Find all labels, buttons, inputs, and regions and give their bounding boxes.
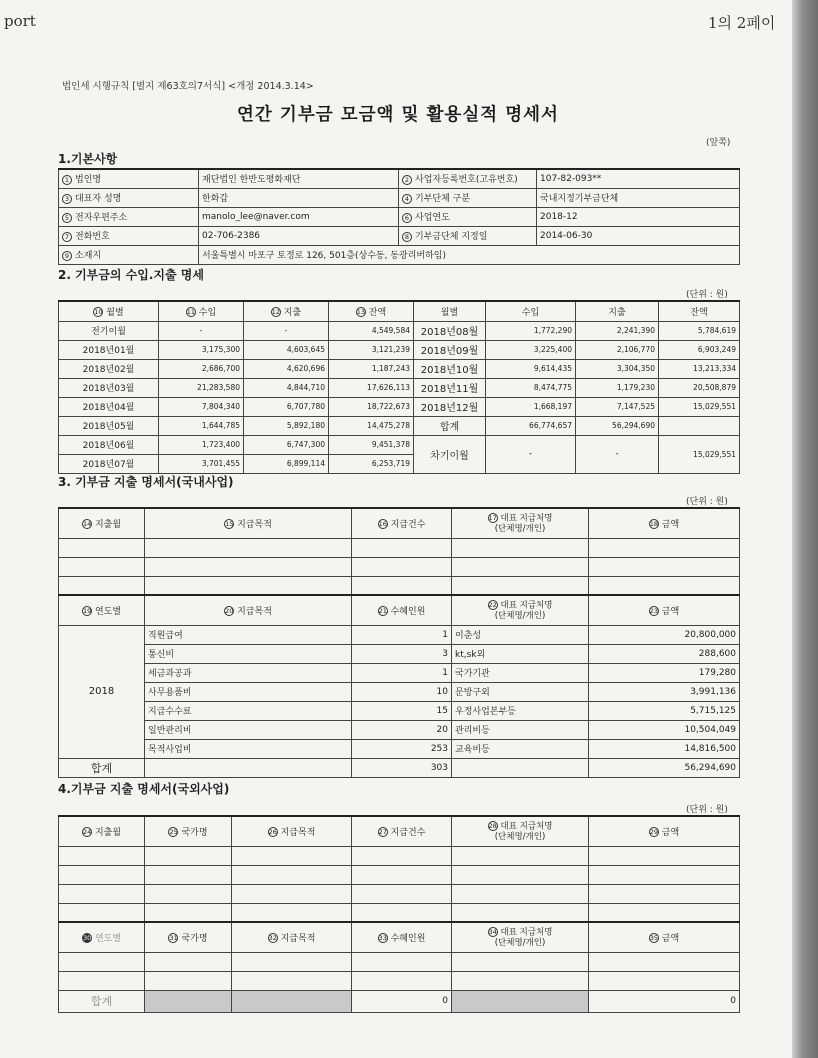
basic-info-table xyxy=(58,168,740,265)
table-row: 지급수수료 15 우정사업본부등 5,715,125 xyxy=(59,701,740,720)
label-corp-name: 1 법인명 xyxy=(59,169,199,188)
carry-forward-label: 차기이월 xyxy=(414,435,486,473)
table-row xyxy=(59,903,740,922)
value-corp-name: 재단법인 한반도평화재단 xyxy=(199,169,399,188)
label-email: 5 전자우편주소 xyxy=(59,207,199,226)
label-address: 9 소재지 xyxy=(59,245,199,264)
value-donor-type: 국내지정기부금단체 xyxy=(537,188,740,207)
table-row: 2018년02월 2,686,700 4,620,696 1,187,243 2018년10월 9,614,435 3,304,350 13,213,334 xyxy=(59,359,740,378)
table-row xyxy=(59,576,740,595)
label-designation-date: 8 기부금단체 지정일 xyxy=(399,226,537,245)
table-row: 사무용품비 10 문방구외 3,991,136 xyxy=(59,682,740,701)
value-email: manolo_lee@naver.com xyxy=(199,207,399,226)
table-row: 일반관리비 20 관리비등 10,504,049 xyxy=(59,720,740,739)
scan-edge-shadow xyxy=(792,0,818,1058)
table-row xyxy=(59,846,740,865)
value-biz-number: 107-82-093** xyxy=(537,169,740,188)
carry-forward-balance: 15,029,551 xyxy=(659,435,740,473)
table-row xyxy=(59,971,740,990)
table-row: 2018년07월 3,701,455 6,899,114 6,253,719 xyxy=(59,454,740,473)
sum-label: 합계 xyxy=(414,416,486,435)
regulation-reference: 법인세 시행규칙 [별지 제63호의7서식] <개정 2014.3.14> xyxy=(62,81,314,92)
section1-title: 1.기본사항 xyxy=(58,152,118,166)
table-row: 2018년03월 21,283,580 4,844,710 17,626,113 2018년11월 8,474,775 1,179,230 20,508,879 xyxy=(59,378,740,397)
table-row xyxy=(59,884,740,903)
table-row: 2018 직원급여 1 이춘성 20,800,000 xyxy=(59,625,740,644)
table-row xyxy=(59,538,740,557)
section2-title: 2. 기부금의 수입.지출 명세 xyxy=(58,268,204,282)
value-designation-date: 2014-06-30 xyxy=(537,226,740,245)
value-phone: 02-706-2386 xyxy=(199,226,399,245)
section4-title: 4.기부금 지출 명세서(국외사업) xyxy=(58,782,230,796)
year-cell: 2018 xyxy=(59,625,145,758)
table-row: 목적사업비 253 교육비등 14,816,500 xyxy=(59,739,740,758)
document-title: 연간 기부금 모금액 및 활용실적 명세서 xyxy=(237,105,559,125)
page-indicator: 1의 2페이 xyxy=(708,14,776,32)
table-row: 전기이월 - - 4,549,584 2018년08월 1,772,290 2,241,390 5,784,619 xyxy=(59,321,740,340)
total-row: 합계 303 56,294,690 xyxy=(59,758,740,777)
table-row xyxy=(59,865,740,884)
col-income: 11 수입 xyxy=(159,301,244,321)
label-fiscal-year: 6 사업연도 xyxy=(399,207,537,226)
total-row: 합계 0 0 xyxy=(59,990,740,1012)
col-balance: 13 잔액 xyxy=(329,301,414,321)
value-fiscal-year: 2018-12 xyxy=(537,207,740,226)
label-phone: 7 전화번호 xyxy=(59,226,199,245)
front-page-label: (앞쪽) xyxy=(706,138,731,148)
col-expense-2: 지출 xyxy=(576,301,659,321)
col-balance-2: 잔액 xyxy=(659,301,740,321)
col-month-2: 월별 xyxy=(414,301,486,321)
label-representative: 3 대표자 성명 xyxy=(59,188,199,207)
label-donor-type: 4 기부단체 구분 xyxy=(399,188,537,207)
value-address: 서울특별시 마포구 토정로 126, 501층(상수동, 동광리버하임) xyxy=(199,245,740,264)
value-representative: 한화갑 xyxy=(199,188,399,207)
col-income-2: 수입 xyxy=(486,301,576,321)
table-row xyxy=(59,952,740,971)
table-row: 2018년04월 7,804,340 6,707,780 18,722,673 2018년12월 1,668,197 7,147,525 15,029,551 xyxy=(59,397,740,416)
income-expense-table xyxy=(58,300,740,474)
col-expense: 12 지출 xyxy=(244,301,329,321)
table-row xyxy=(59,557,740,576)
col-month: 10 월별 xyxy=(59,301,159,321)
table-row: 통신비 3 kt,sk외 288,600 xyxy=(59,644,740,663)
section3-title: 3. 기부금 지출 명세서(국내사업) xyxy=(58,475,234,489)
table-row: 2018년01월 3,175,300 4,603,645 3,121,239 2018년09월 3,225,400 2,106,770 6,903,249 xyxy=(59,340,740,359)
overseas-expense-table: 24 지출월 25 국가명 26 지급목적 27 지급건수 28 대표 지급처명 (단체명/개인) 29 금액 30 연도별 31 국가명 32 지급목적 33 수혜인원 34 대표 지급처명 (단체명/개인) 35 금액 합계 0 0 xyxy=(58,815,740,1013)
section4-unit: (단위 : 원) xyxy=(686,805,728,815)
section3-unit: (단위 : 원) xyxy=(686,497,728,507)
header-left-text: port xyxy=(4,12,36,30)
section2-unit: (단위 : 원) xyxy=(686,290,728,300)
table-row: 2018년06월 1,723,400 6,747,300 9,451,378 차기이월 - - 15,029,551 xyxy=(59,435,740,454)
table-row: 2018년05월 1,644,785 5,892,180 14,475,278 합계 66,774,657 56,294,690 xyxy=(59,416,740,435)
domestic-expense-table: 14 지출월 15 지급목적 16 지급건수 17 대표 지급처명 (단체명/개인) 18 금액 19 연도별 20 지급목적 21 수혜인원 22 대표 지급처명 (단체명/개인) 23 금액 2018 직원급여 1 이춘성 20,800,000 통신비 3 kt,sk외 288,600 세금과공과 1 국가기관 179,280 사무용품비 10 문방구외 3,991,136 지급수수료 15 우정사업본부등 5,715,125 일반관리비 20 관리비등 10,504,049 목적사업비 253 교육비등 14,816,500 합계 303 56,294,690 xyxy=(58,507,740,778)
label-biz-number: 2 사업자등록번호(고유번호) xyxy=(399,169,537,188)
table-row: 세금과공과 1 국가기관 179,280 xyxy=(59,663,740,682)
